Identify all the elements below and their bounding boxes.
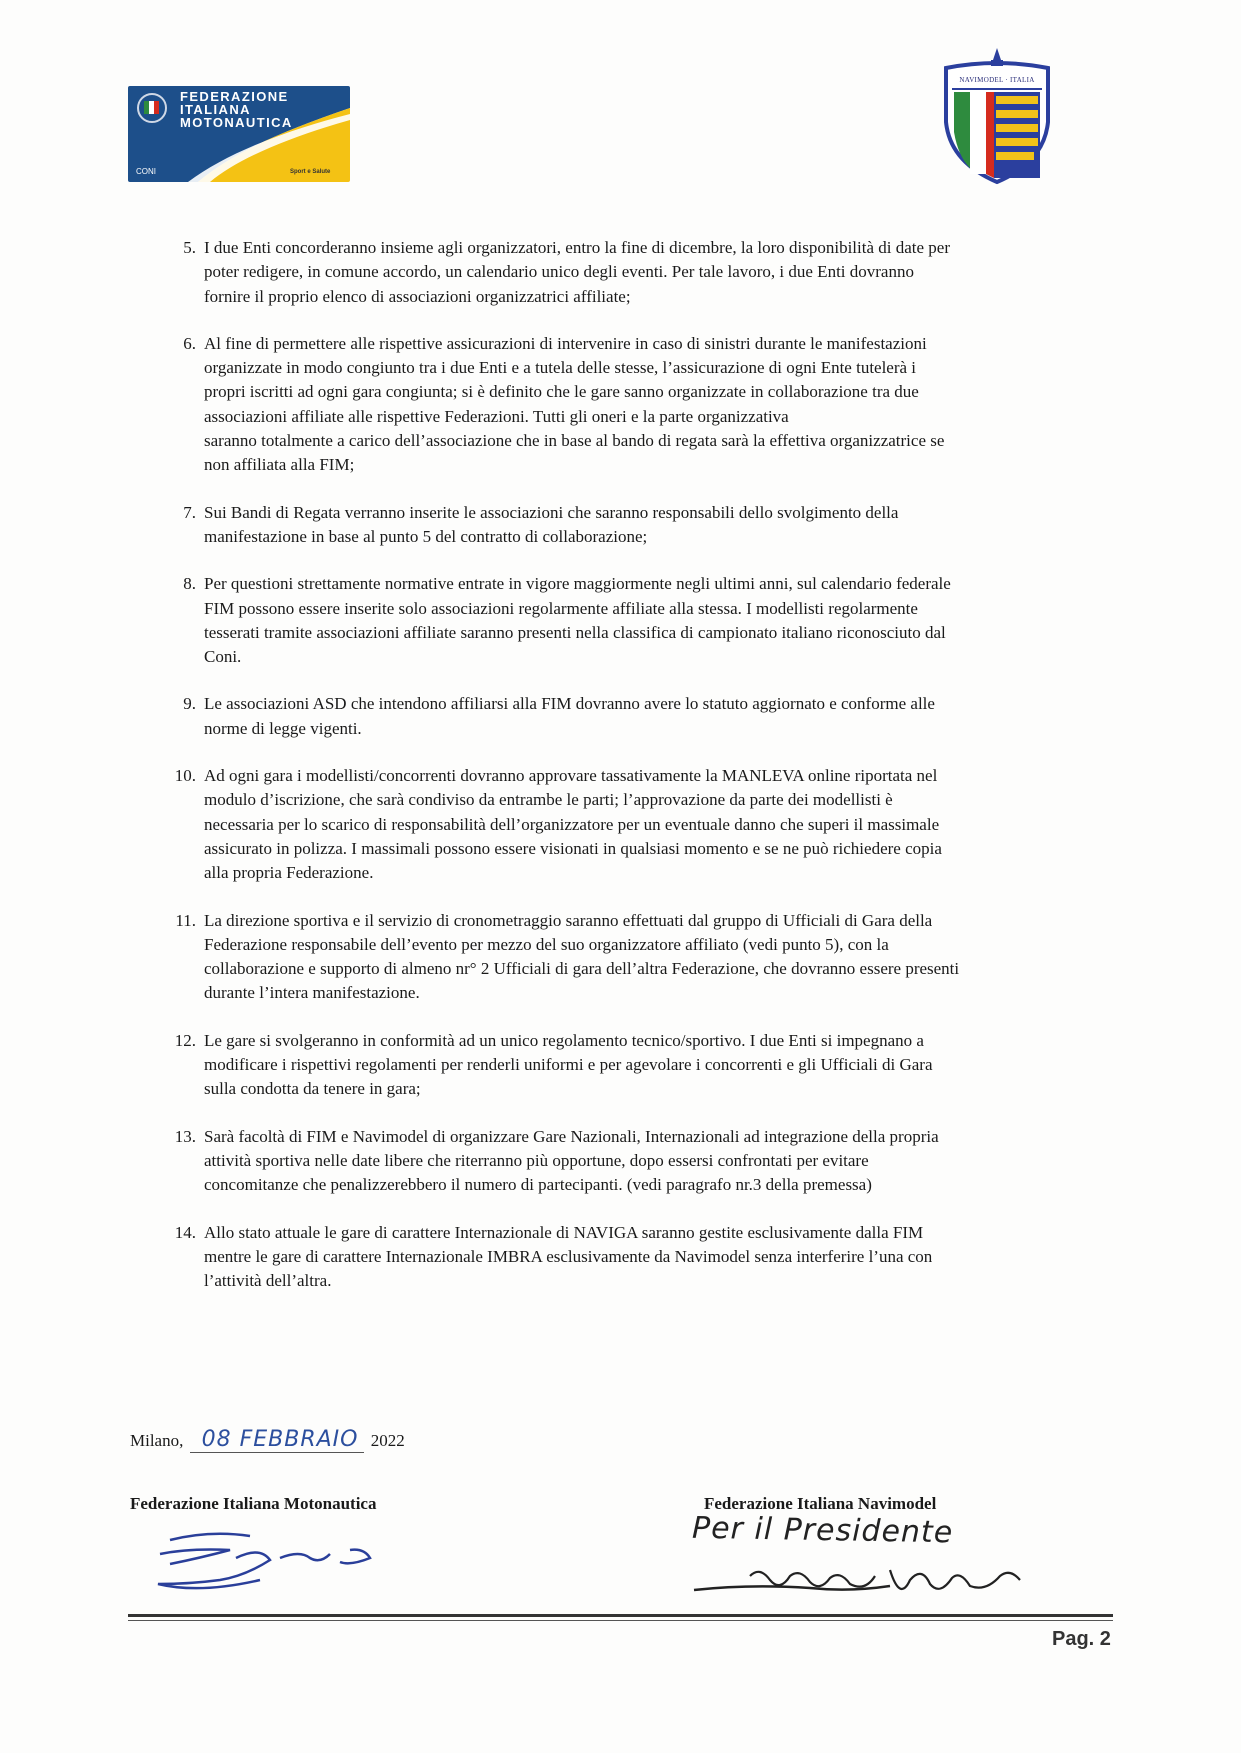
clause-11: [160, 909, 1100, 1006]
coni-label: CONI: [136, 167, 156, 176]
clause-13: [160, 1125, 1100, 1198]
navimodel-crest: [940, 40, 1054, 186]
clause-text: Le associazioni ASD che intendono affiliarsi alla FIM dovranno avere lo statuto aggiornato e conforme alle norme di legge vigenti.: [204, 694, 935, 738]
signature-right-title: Federazione Italiana Navimodel: [704, 1494, 937, 1513]
clause-number: 10.: [174, 766, 196, 786]
clause-text: Le gare si svolgeranno in conformità ad un unico regolamento tecnico/sportivo. I due Enti si impegnano a modificare i rispettivi regolamenti per renderli uniformi e per agevolare i concorrenti e gli Ufficiali di Gara sulla condotta da tenere in gara;: [204, 1030, 933, 1099]
clause-text: Al fine di permettere alle rispettive assicurazioni di intervenire in caso di sinistri durante le manifestazioni organizzate in modo congiunto tra i due Enti e a tutela delle stesse, l’assicurazione di ogni Ente tutelerà i propri iscritti ad ogni gara congiunta; si è definito che le gare sanno organizzate in collaborazione tra due associazioni affiliate alle rispettive Federazioni. Tutti gli oneri e la parte organizzativa saranno totalmente a carico dell’associazione che in base al bando di regata sarà la effettiva organizzatrice se non affiliata alla FIM;: [204, 333, 945, 475]
clause-number: 9.: [183, 694, 196, 714]
clause-10: [160, 764, 1100, 885]
clause-7: [160, 501, 1100, 550]
footer-rule-thin: [128, 1620, 1113, 1621]
clause-8: [160, 572, 1100, 669]
clause-12: [160, 1029, 1100, 1102]
signature-left-title: Federazione Italiana Motonautica: [130, 1494, 377, 1513]
clause-number: 13.: [174, 1126, 196, 1146]
signature-left-scribble: [150, 1518, 390, 1598]
clause-text: Per questioni strettamente normative entrate in vigore maggiormente negli ultimi anni, sul calendario federale FIM possono essere inserite solo associazioni regolarmente affiliate alla stessa. I modellisti regolarmente tesserati tramite associazioni affiliate saranno presenti nella classifica di campionato italiano riconosciuto dal Coni.: [204, 574, 951, 667]
signature-right-handwritten: Per il Presidente: [691, 1510, 954, 1551]
sport-e-salute-label: Sport e Salute: [290, 169, 331, 175]
clause-number: 12.: [174, 1030, 196, 1050]
clause-number: 6.: [183, 333, 196, 353]
clause-6: [160, 332, 1100, 478]
clause-14: [160, 1221, 1100, 1294]
clause-text: Sarà facoltà di FIM e Navimodel di organizzare Gare Nazionali, Internazionali ad integrazione della propria attività sportiva nelle date libere che riterranno più opportune, dopo essersi confrontati per evitare concomitanze che penalizzerebbero il numero di partecipanti. (vedi paragrafo nr.3 della premessa): [204, 1126, 939, 1195]
clause-number: 5.: [183, 238, 196, 257]
signature-right-scribble: [690, 1562, 1050, 1612]
navimodel-crest-text: NAVIMODEL · ITALIA: [959, 76, 1035, 84]
clause-5: [160, 236, 1100, 309]
footer-rule: [128, 1614, 1113, 1617]
handwritten-date: 08 FEBBRAIO: [190, 1427, 365, 1453]
clause-text: Allo stato attuale le gare di carattere Internazionale di NAVIGA saranno gestite esclusivamente dalla FIM mentre le gare di carattere Internazionale IMBRA esclusivamente da Navimodel senza interferire l’una con l’attività dell’altra.: [204, 1222, 933, 1291]
clause-text: I due Enti concorderanno insieme agli organizzatori, entro la fine di dicembre, la loro disponibilità di date per poter redigere, in comune accordo, un calendario unico degli eventi. Per tale lavoro, i due Enti dovranno fornire il proprio elenco di associazioni organizzatrici affiliate;: [204, 238, 951, 306]
year: 2022: [370, 1431, 405, 1450]
clause-text: Sui Bandi di Regata verranno inserite le associazioni che saranno responsabili dello svolgimento della manifestazione in base al punto 5 del contratto di collaborazione;: [204, 502, 899, 546]
clause-number: 14.: [174, 1222, 196, 1242]
place-date: [130, 1427, 405, 1452]
navimodel-shield-icon: [940, 40, 1054, 186]
place: Milano,: [130, 1431, 184, 1450]
clause-number: 7.: [183, 502, 196, 522]
clause-number: 11.: [175, 910, 196, 930]
fim-logo-name: FEDERAZIONE ITALIANA MOTONAUTICA: [180, 89, 293, 130]
clause-text: La direzione sportiva e il servizio di cronometraggio saranno effettuati dal gruppo di Ufficiali di Gara della Federazione responsabile dell’evento per mezzo del suo organizzatore affiliato (vedi punto 5), con la collaborazione e supporto di almeno nr° 2 Ufficiali di gara dell’altra Federazione, che dovranno essere presenti durante l’intera manifestazione.: [204, 910, 960, 1003]
page-number: Pag. 2: [1052, 1628, 1111, 1650]
clause-9: [160, 692, 1100, 741]
clause-number: 8.: [183, 574, 196, 594]
fim-logo: [128, 86, 350, 182]
clauses-list: [160, 236, 1100, 1316]
clause-text: Ad ogni gara i modellisti/concorrenti dovranno approvare tassativamente la MANLEVA online riportata nel modulo d’iscrizione, che sarà condiviso da entrambe le parti; l’approvazione da parte dei modellisti è necessaria per lo scarico di responsabilità dell’organizzatore per un eventuale danno che superi il massimale assicurato in polizza. I massimali possono essere visionati in qualsiasi momento e se ne può richiedere copia alla propria Federazione.: [204, 766, 942, 883]
